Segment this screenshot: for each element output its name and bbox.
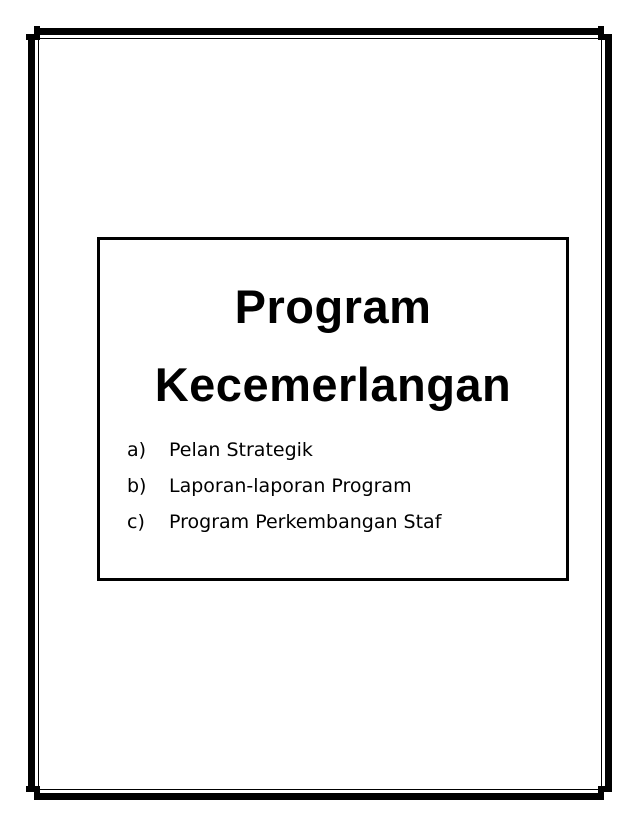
list-item-text: Laporan-laporan Program [169, 475, 412, 497]
list-item [127, 468, 566, 504]
list-item-text: Pelan Strategik [169, 439, 313, 461]
list-item-marker: c) [127, 511, 145, 533]
border-corner-top-left [26, 26, 40, 40]
list-item-text: Program Perkembangan Staf [169, 511, 442, 533]
border-corner-bottom-left [26, 786, 40, 800]
page-title-line-2: Kecemerlangan [154, 358, 512, 411]
list-item-marker: a) [127, 439, 147, 461]
list-item [127, 432, 566, 468]
contents-list [100, 432, 566, 540]
title-box [97, 237, 569, 581]
page-title-line-1: Program [234, 280, 432, 333]
list-item-marker: b) [127, 475, 147, 497]
border-corner-top-right [598, 26, 612, 40]
list-item [127, 504, 566, 540]
border-corner-bottom-right [598, 786, 612, 800]
